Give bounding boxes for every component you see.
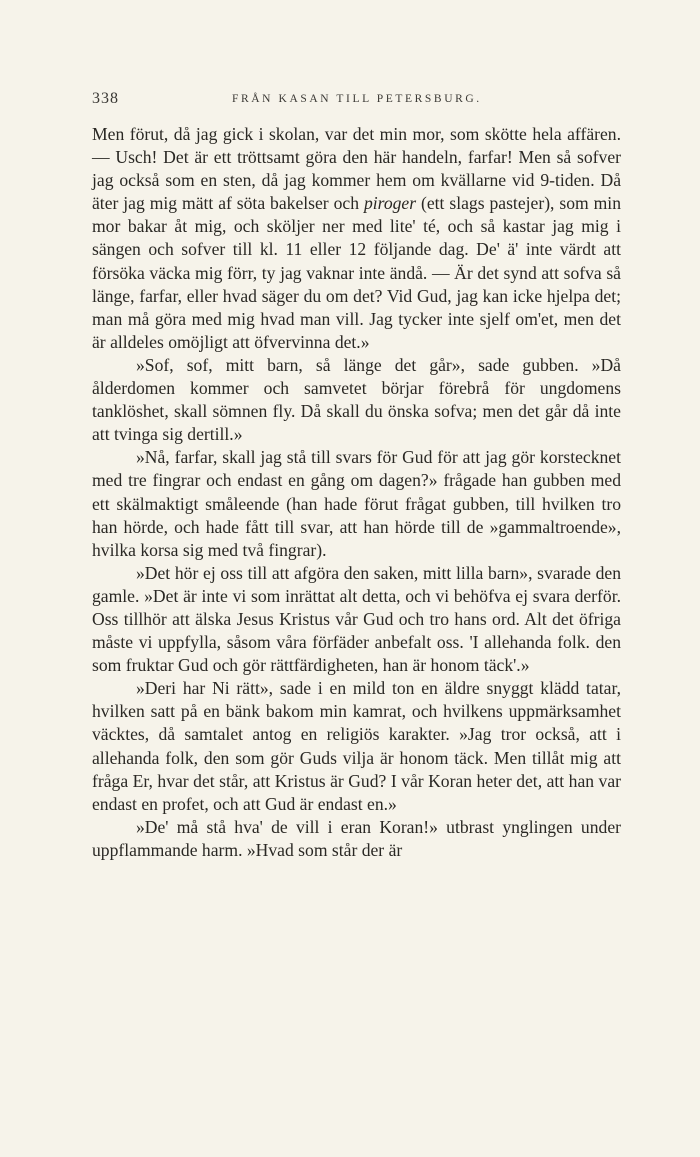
paragraph-1 [92,123,621,354]
paragraph-6: »De' må stå hva' de vill i eran Koran!» utbrast ynglingen under uppflammande harm. »Hvad som står der är [92,816,621,860]
paragraph-text: Men förut, då jag gick i skolan, var det min mor, som skötte hela affären. — Usch! Det är ett tröttsamt göra den här handeln, farfar! Men så sofver jag också som en sten, då jag kommer hem om kvällarne vid 9-tiden. Då äter jag mig mätt af söta bakelser och [92,124,621,214]
running-title: FRÅN KASAN TILL PETERSBURG. [232,93,482,105]
paragraph-5: »Deri har Ni rätt», sade i en mild ton en äldre snyggt klädd tatar, hvilken satt på en bänk bakom min kamrat, och hvilkens uppmärksamhet väcktes, då samtalet antog en religiös karakter. »Jag tror också, att i allehanda folk, den som gör Guds vilja är honom täck. Men tillåt mig att fråga Er, hvar det står, att Kristus är Gud? I vår Koran heter det, att han var endast en profet, och att Gud är endast en.» [92,678,621,814]
italic-word: piroger [363,193,417,214]
page-header [92,90,622,114]
body-text [92,123,621,862]
paragraph-text: (ett slags pastejer), som min mor bakar åt mig, och sköljer ner med lite' té, och så kastar jag mig i sängen och sofver till kl. 11 eller 12 följande dag. De' ä' inte värdt att försöka väcka mig förr, ty jag vaknar inte ändå. — Är det synd att sofva så länge, farfar, eller hvad säger du om det? Vid Gud, jag kan icke hjelpa det; man må göra med mig hvad man vill. Jag tycker inte sjelf om'et, men det är alldeles omöjligt att öfvervinna det.» [92,193,621,352]
paragraph-3: »Nå, farfar, skall jag stå till svars för Gud för att jag gör korstecknet med tre fingrar och endast en gång om dagen?» frågade han gubben med ett skälmaktigt småleende (han hade förut frågat gubben, till hvilken tro han hörde, och hade fått till svar, att han hörde till de »gammaltroende», hvilka korsa sig med två fingrar). [92,447,621,560]
paragraph-2: »Sof, sof, mitt barn, så länge det går», sade gubben. »Då ålderdomen kommer och samvetet börjar förebrå för ungdomens tanklöshet, skall sömnen fly. Då skall du önska sofva; men det går då inte att tvinga sig dertill.» [92,354,621,445]
page-number: 338 [92,90,119,107]
paragraph-4: »Det hör ej oss till att afgöra den saken, mitt lilla barn», svarade den gamle. »Det är inte vi som inrättat alt detta, och vi behöfva ej svara derför. Oss tillhör att älska Jesus Kristus vår Gud och tro hans ord. Alt det öfriga måste vi uppfylla, såsom våra förfäder anbefalt oss. 'I allehanda folk. den som fruktar Gud och gör rättfärdigheten, han är honom täck'.» [92,562,621,676]
